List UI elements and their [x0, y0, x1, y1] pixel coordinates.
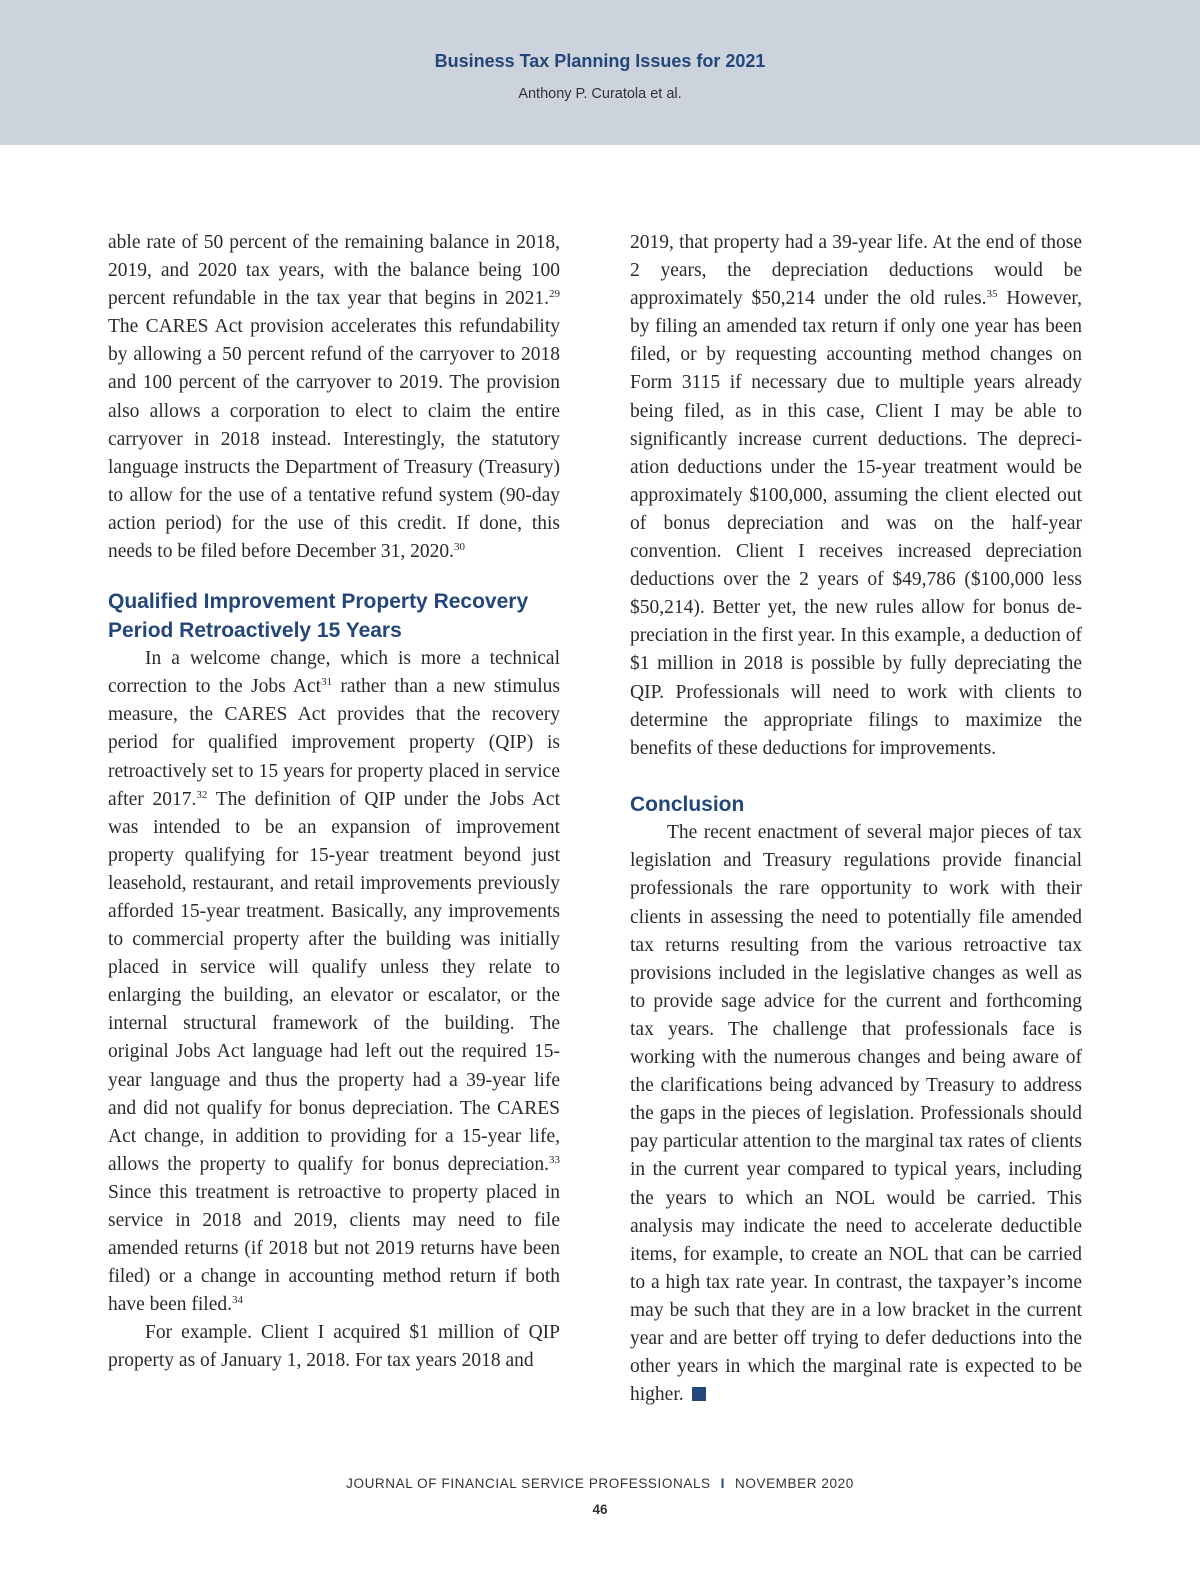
journal-name: JOURNAL OF FINANCIAL SERVICE PROFESSIONALS	[346, 1476, 711, 1491]
paragraph	[630, 819, 1082, 1409]
text-run: Since this treatment is retroactive to property placed in service in 2018 and 2019, clients may need to file amended returns (if 2018 but not 2019 returns have been filed) or a change in accounting method return if both have been filed.	[108, 1181, 560, 1316]
running-title: Business Tax Planning Issues for 2021	[434, 51, 766, 71]
text-run: rather than a new stimulus measure, the CARES Act provides that the recovery period for qualified improvement property (QIP) is retroactively set to 15 years for property placed in service after 2017.	[108, 676, 560, 810]
footer-separator: I	[720, 1476, 726, 1491]
paragraph: For example. Client I acquired $1 million of QIP property as of January 1, 2018. For tax years 2018 and	[108, 1322, 560, 1372]
text-run: The recent enactment of several major pieces of tax legislation and Treasury regulations provide financial professionals the rare opportunity to work with their clients in assessing the need to potentially file amended tax returns resulting from the various retroactive tax provisions included in the legislative changes as well as to provide sage advice for the current and forthcoming tax years. The challenge that professionals face is working with the numerous changes and being aware of the clarifications being advanced by Treasury to address the gaps in the pieces of legislation. Professionals should pay particular attention to the marginal tax rates of clients in the current year compared to typical years, including the years to which an NOL would be carried. This analysis may indicate the need to accelerate deductible items, for example, to create an NOL that can be carried to a high tax rate year. In contrast, the taxpayer’s income may be such that they are in a low bracket in the current year and are better off trying to defer deductions into the other years in which the marginal rate is expected to be higher.	[630, 822, 1082, 1406]
footnote-ref[interactable]: 30	[454, 541, 465, 554]
right-column	[630, 229, 1082, 1409]
text-run: The definition of QIP under the Jobs Act was intended to be an expansion of improvement property qualifying for 15-year treatment beyond just leasehold, restaurant, and retail improvements previously afforded 15-year treatment. Basically, any improvements to commercial property after the building was initially placed in service will qualify unless they relate to enlarging the building, an elevator or escalator, or the internal structural framework of the building. The original Jobs Act language had left out the required 15-year language and thus the property had a 39-year life and did not qualify for bonus depreciation. The CARES Act change, in addition to providing for a 15-year life, allows the property to qualify for bonus depreciation.	[108, 788, 561, 1175]
text-run: able rate of 50 percent of the remaining balance in 2018, 2019, and 2020 tax years, with the balance being 100 percent refundable in the tax year that begins in 2021.	[108, 232, 560, 310]
section-heading-conclusion: Conclusion	[630, 792, 745, 816]
page-number: 46	[592, 1502, 608, 1517]
text-run: 2019, that property had a 39-year life. At the end of those 2 years, the depreciation deductions would be approximately $50,214 under the old rules.	[630, 232, 1082, 310]
end-of-article-mark	[692, 1387, 706, 1401]
footnote-ref[interactable]: 32	[196, 788, 208, 801]
paragraph	[108, 645, 560, 1319]
section-heading-qip: Qualified Improvement Property Recovery Period Retroactively 15 Years	[108, 590, 529, 642]
footnote-ref[interactable]: 33	[549, 1153, 560, 1166]
text-run: However, by filing an amended tax return if only one year has been filed, or by requesting accounting method changes on Form 3115 if necessary due to multiple years already being filed, as in this case, Client I may be able to significantly increase current deductions. The depreciation deductions under the 15-year treatment would be approximately $100,000, assuming the client elected out of bonus depreciation and was on the half-year convention. Client I receives increased depreciation deductions over the 2 years of $49,786 ($100,000 less $50,214). Better yet, the new rules allow for bonus depreciation in the first year. In this example, a deduction of $1 million in 2018 is possible by fully depreciating the QIP. Professionals will need to work with clients to determine the appropriate filings to maximize the benefits of these deductions for improvements.	[630, 288, 1082, 759]
header-band	[0, 0, 1200, 145]
paragraph	[630, 229, 1082, 763]
footnote-ref[interactable]: 31	[321, 676, 333, 689]
paragraph	[108, 229, 560, 566]
running-authors: Anthony P. Curatola et al.	[518, 86, 682, 102]
footnote-ref[interactable]: 34	[231, 1294, 243, 1307]
footnote-ref[interactable]: 35	[986, 288, 998, 301]
left-column	[108, 229, 560, 1376]
footnote-ref[interactable]: 29	[549, 288, 560, 301]
page-footer	[0, 1476, 1200, 1491]
text-run: The CARES Act provision accelerates this refundability by allowing a 50 percent refund of the carryover to 2018 and 100 percent of the carryover to 2019. The provision also allows a corporation to elect to claim the entire carryover in 2018 instead. Interestingly, the statutory language instructs the Department of Treasury (Treasury) to allow for the use of a tentative refund system (90-day action period) for the use of this credit. If done, this needs to be filed before December 31, 2020.	[108, 316, 560, 563]
text-run: In a welcome change, which is more a technical correction to the Jobs Act	[108, 648, 560, 698]
issue-date: NOVEMBER 2020	[735, 1476, 854, 1491]
